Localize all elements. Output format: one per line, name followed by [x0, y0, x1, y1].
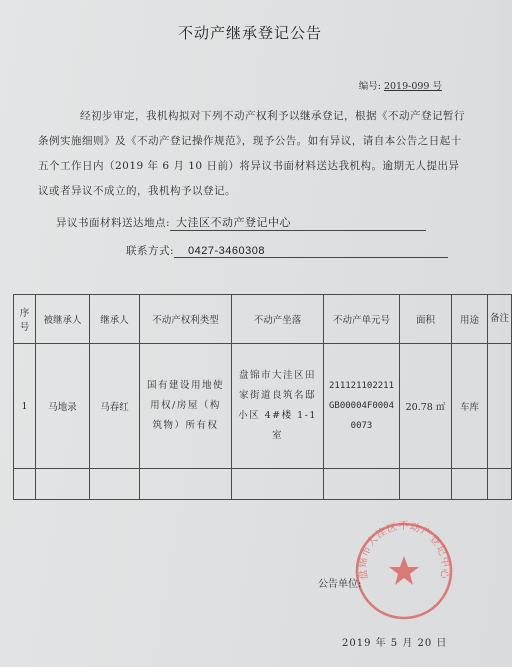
cell-usage: 车库 [452, 344, 488, 469]
cell-heir: 马春红 [90, 344, 140, 469]
address-value: 大洼区不动产登记中心 [170, 214, 426, 231]
header-location: 不动产坐落 [232, 295, 324, 344]
header-decedent: 被继承人 [36, 295, 90, 344]
header-usage: 用途 [452, 295, 488, 344]
contact-value: 0427-3460308 [174, 245, 448, 258]
seal-star-icon [389, 556, 419, 585]
header-index: 序号 [14, 295, 36, 344]
cell-index: 1 [14, 344, 36, 469]
official-seal [353, 520, 455, 622]
table-row-empty [14, 469, 512, 500]
doc-number [359, 78, 442, 92]
cell-decedent: 马地录 [36, 344, 90, 469]
registration-table [13, 294, 512, 500]
header-area: 面积 [400, 295, 452, 344]
contact-line [126, 243, 448, 258]
doc-number-value: 2019-099 号 [383, 81, 442, 92]
contact-label: 联系方式: [126, 245, 175, 257]
address-label: 异议书面材料送达地点: [56, 217, 171, 229]
issuer-label: 公告单位: [318, 579, 362, 590]
address-line [56, 214, 426, 231]
cell-right-type: 国有建设用地使用权/房屋（构筑物）所有权 [140, 344, 232, 469]
seal-text: 盘锦市大洼区不动产登记中心 [357, 521, 451, 581]
table-row [14, 344, 512, 469]
table-header-row [14, 295, 512, 344]
cell-unit-no: 211121102211GB00004F00040073 [324, 344, 400, 469]
notice-body: 经初步审定，我机构拟对下列不动产权利予以继承登记，根据《不动产登记暂行条例实施细则》及《不动产登记操作规范》，现予公告。如有异议，请自本公告之日起十五个工作日内（2019 年 6 月 10 日前）将异议书面材料送达我机构。逾期无人提出异议或者异议不成立的，我机构予以登记。 [38, 110, 465, 197]
header-remark: 备注 [488, 295, 512, 344]
notice-title: 不动产继承登记公告 [177, 24, 322, 42]
cell-location: 盘锦市大洼区田家街道良筑名邸小区 4#楼 1-1 室 [232, 344, 324, 469]
cell-remark [488, 344, 512, 469]
header-unit-no: 不动产单元号 [324, 295, 400, 344]
doc-number-label: 编号: [358, 81, 381, 92]
issue-date: 2019 年 5 月 20 日 [342, 638, 448, 649]
header-right-type: 不动产权利类型 [140, 295, 232, 344]
cell-area: 20.78 ㎡ [400, 344, 452, 469]
header-heir: 继承人 [90, 295, 140, 344]
